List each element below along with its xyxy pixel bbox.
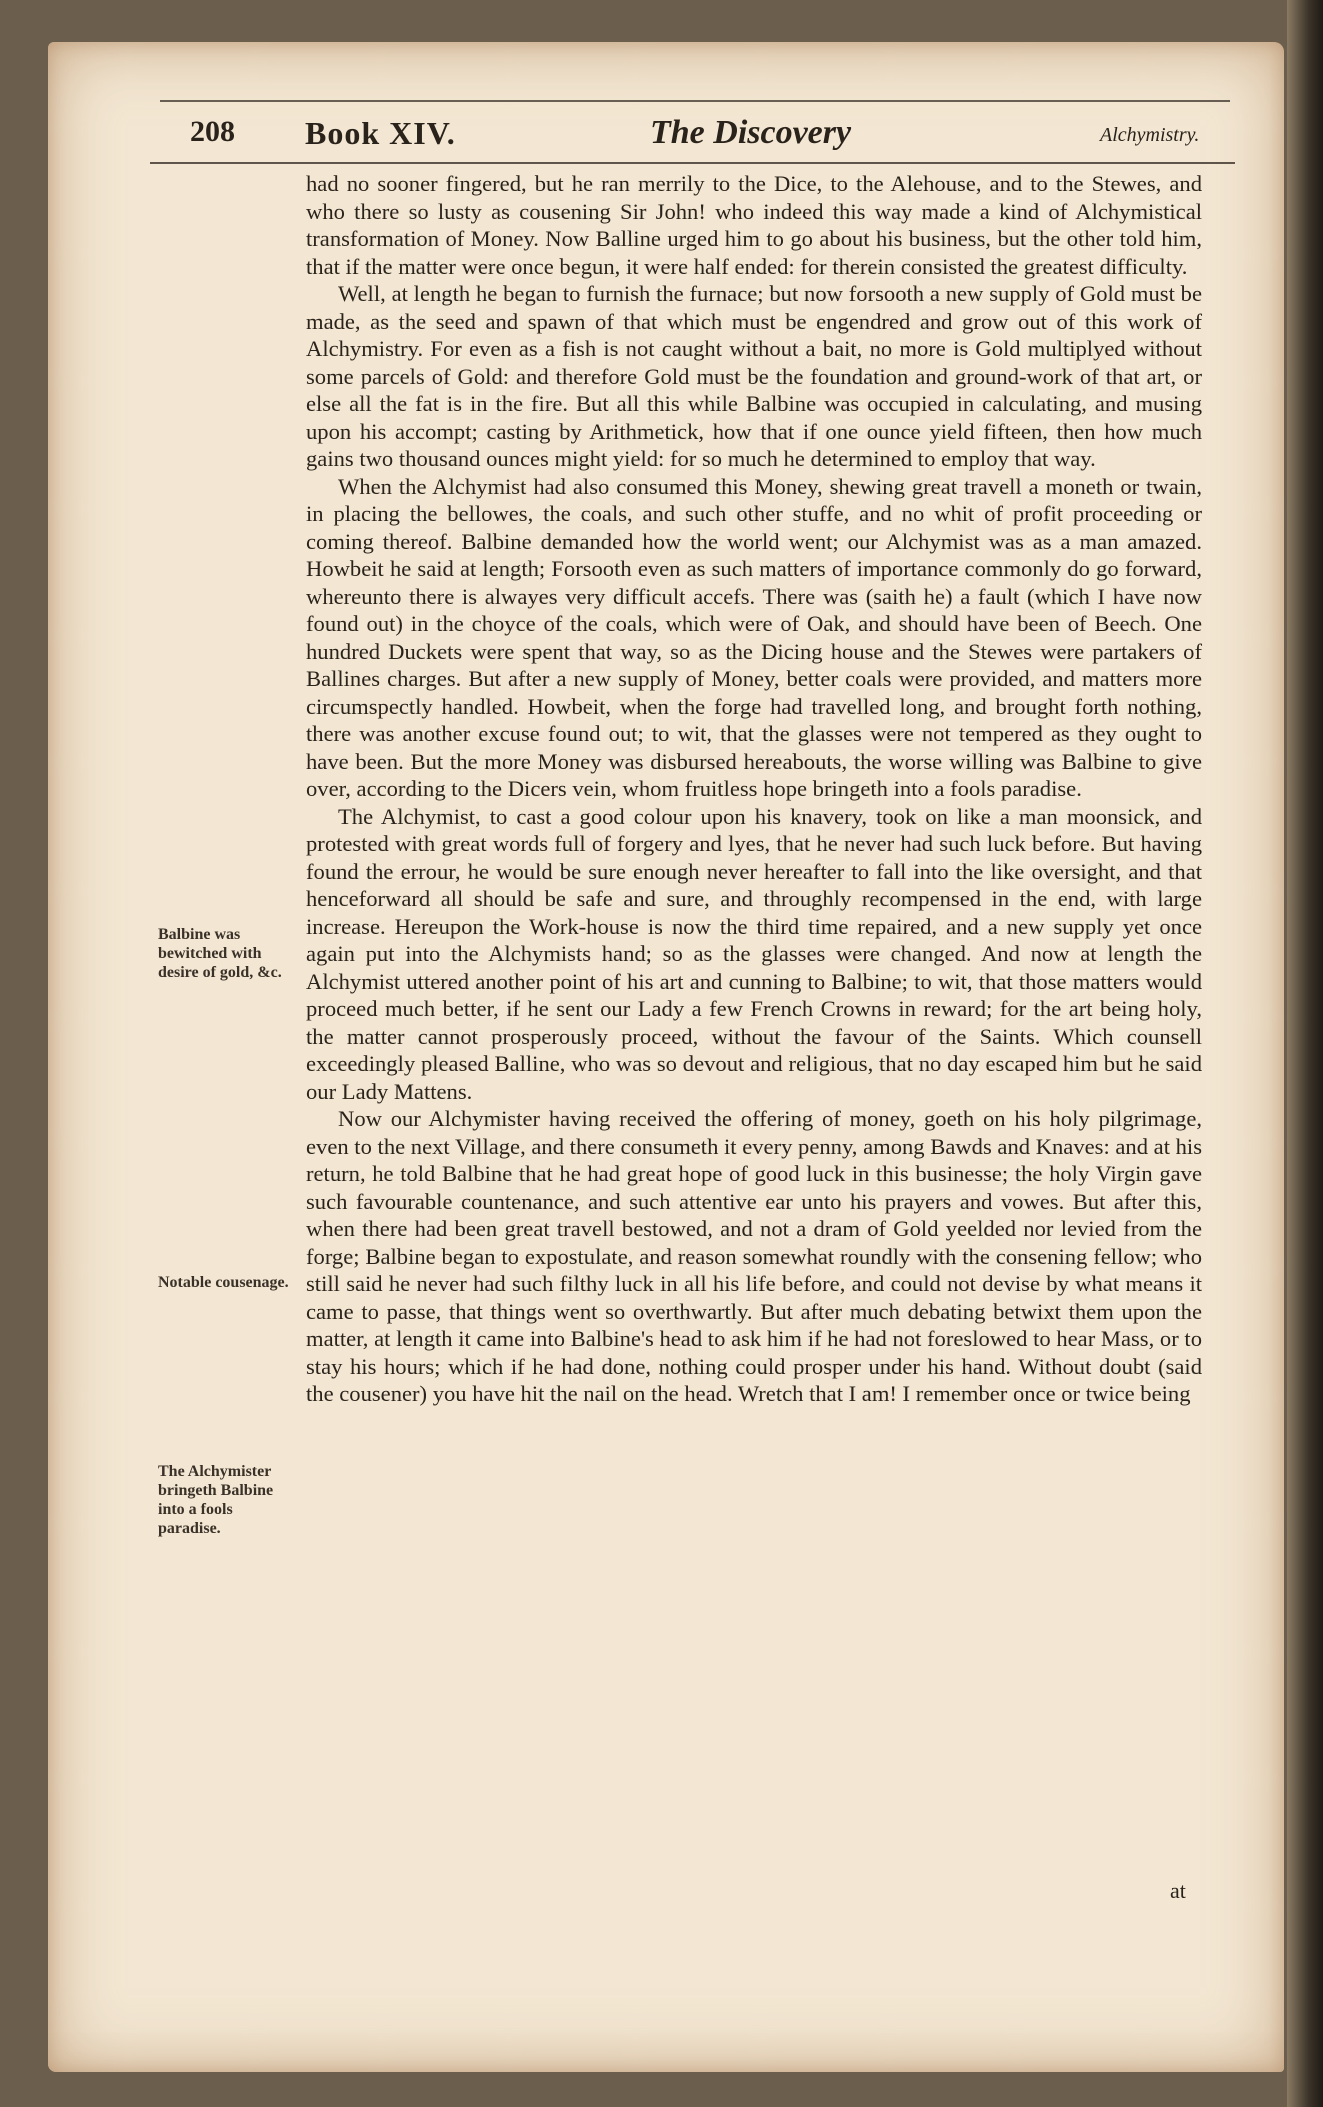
paragraph: The Alchymist, to cast a good colour upon his knavery, took on like a man moonsick, and protested with great words full of forgery and lyes, that he never had such luck before. But having found the errour, he would be sure enough never hereafter to fall into the like oversight, and that henceforward all should be safe and sure, and throughly recompensed in the end, with large increase. Hereupon the Work-house is now the third time repaired, and a new supply yet once again put into the Alchymists hand; so as the glasses were changed. And now at length the Alchymist uttered another point of his art and cunning to Balbine; to wit, that those matters would proceed much better, if he sent our Lady a few French Crowns in reward; for the art being holy, the matter cannot prosperously proceed, without the favour of the Saints. Which counsell exceedingly pleased Balline, who was so devout and religious, that no day escaped him but he said our Lady Mattens. <box>306 803 1202 1104</box>
margin-note: Balbine was bewitched with desire of gold, &c. <box>158 926 282 981</box>
page-number: 208 <box>190 115 235 148</box>
margin-note: Notable cousenage. <box>158 1274 289 1291</box>
paragraph: Well, at length he began to furnish the furnace; but now forsooth a new supply of Gold must be made, as the seed and spawn of that which must be engendred and grow out of this work of Alchymistry. For even as a fish is not caught without a bait, no more is Gold multiplyed without some parcels of Gold: and therefore Gold must be the foundation and ground-work of that art, or else all the fat is in the fire. But all this while Balbine was occupied in calculating, and musing upon his accompt; casting by Arithmetick, how that if one ounce yield fifteen, then how much gains two thousand ounces might yield: for so much he determined to employ that way. <box>306 281 1202 471</box>
paragraph: When the Alchymist had also consumed this Money, shewing great travell a moneth or twain, in placing the bellowes, the coals, and such other stuffe, and no whit of profit proceeding or coming thereof. Balbine demanded how the world went; our Alchymist was as a man amazed. Howbeit he said at length; Forsooth even as such matters of importance commonly do go forward, whereunto there is alwayes very difficult accefs. There was (saith he) a fault (which I have now found out) in the choyce of the coals, which were of Oak, and should have been of Beech. One hundred Duckets were spent that way, so as the Dicing house and the Stewes were partakers of Ballines charges. But after a new supply of Money, better coals were provided, and matters more circumspectly handled. Howbeit, when the forge had travelled long, and brought forth nothing, there was another excuse found out; to wit, that the glasses were not tempered as they ought to have been. But the more Money was disbursed hereabouts, the worse willing was Balbine to give over, according to the Dicers vein, whom fruitless hope bringeth into a fools paradise. <box>306 473 1202 801</box>
running-title: The Discovery <box>650 114 852 151</box>
topic-heading: Alchymistry. <box>1100 124 1200 146</box>
paragraph: had no sooner fingered, but he ran merrily to the Dice, to the Alehouse, and to the Stewes, and who there so lusty as cousening Sir John! who indeed this way made a kind of Alchymistical transformation of Money. Now Balline urged him to go about his business, but the other told him, that if the matter were once begun, it were half ended: for therein consisted the greatest difficulty. <box>306 171 1202 279</box>
margin-note: The Alchymister bringeth Balbine into a fools paradise. <box>158 1463 274 1537</box>
scan-edge <box>1287 0 1323 2107</box>
book-heading: Book XIV. <box>305 115 456 151</box>
header-rule-bottom <box>150 162 1235 164</box>
main-text <box>306 170 1202 1408</box>
paragraph: Now our Alchymister having received the offering of money, goeth on his holy pilgrimage, even to the next Village, and there consumeth it every penny, among Bawds and Knaves: and at his return, he told Balbine that he had great hope of good luck in this businesse; the holy Virgin gave such favourable countenance, and such attentive ear unto his prayers and vowes. But after this, when there had been great travell bestowed, and not a dram of Gold yeelded nor levied from the forge; Balbine began to expostulate, and reason somewhat roundly with the consening fellow; who still said he never had such filthy luck in all his life before, and could not devise by what means it came to passe, that things went so overthwartly. But after much debating betwixt them upon the matter, at length it came into Balbine's head to ask him if he had not foreslowed to hear Mass, or to stay his hours; which if he had done, nothing could prosper under his hand. Without doubt (said the cousener) you have hit the nail on the head. Wretch that I am! I remember once or twice being <box>306 1106 1202 1406</box>
header-rule-top <box>160 100 1230 102</box>
catchword: at <box>1170 1878 1186 1903</box>
